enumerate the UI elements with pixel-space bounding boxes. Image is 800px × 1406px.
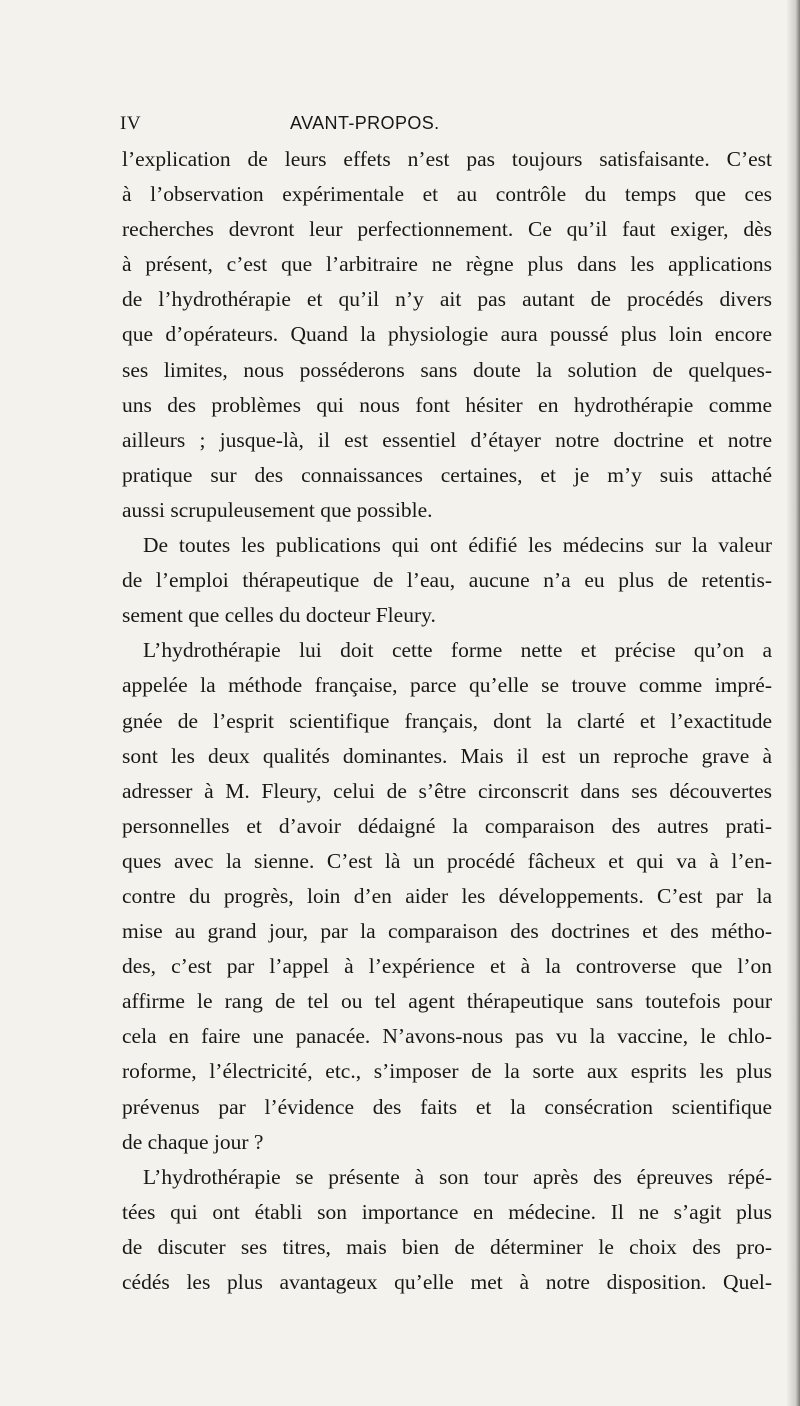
text-line: gnée de l’esprit scientifique français, dont la clarté et l’exactitude [122, 708, 772, 733]
text-line: uns des problèmes qui nous font hésiter en hydrothérapie comme [122, 392, 772, 417]
page-edge-shadow [786, 0, 800, 1406]
text-line: que d’opérateurs. Quand la physiologie aura poussé plus loin encore [122, 322, 772, 347]
text-line: recherches devront leur perfectionnement. Ce qu’il faut exiger, dès [122, 217, 772, 242]
running-head [120, 113, 780, 139]
text-line: tées qui ont établi son importance en médecine. Il ne s’agit plus [122, 1199, 772, 1224]
text-line: aussi scrupuleusement que possible. [122, 497, 433, 522]
text-line: ailleurs ; jusque-là, il est essentiel d’étayer notre doctrine et notre [122, 427, 772, 452]
text-line: sont les deux qualités dominantes. Mais il est un reproche grave à [122, 743, 772, 768]
text-line: De toutes les publications qui ont édifié les médecins sur la valeur [143, 533, 772, 558]
text-line: des, c’est par l’appel à l’expérience et à la controverse que l’on [122, 954, 772, 979]
body-text [122, 142, 772, 1300]
text-line: contre du progrès, loin d’en aider les développements. C’est par la [122, 883, 772, 908]
text-line: mise au grand jour, par la comparaison des doctrines et des métho- [122, 919, 772, 944]
text-line: à l’observation expérimentale et au contrôle du temps que ces [122, 182, 772, 207]
text-line: de l’hydrothérapie et qu’il n’y ait pas autant de procédés divers [122, 287, 772, 312]
text-line: appelée la méthode française, parce qu’elle se trouve comme impré- [122, 673, 772, 698]
chapter-title: AVANT-PROPOS. [290, 113, 440, 133]
text-line: prévenus par l’évidence des faits et la consécration scientifique [122, 1094, 772, 1119]
text-line: adresser à M. Fleury, celui de s’être circonscrit dans ses découvertes [122, 778, 772, 803]
text-line: L’hydrothérapie se présente à son tour après des épreuves répé- [143, 1164, 772, 1189]
text-line: roforme, l’électricité, etc., s’imposer de la sorte aux esprits les plus [122, 1059, 772, 1084]
text-line: cela en faire une panacée. N’avons-nous pas vu la vaccine, le chlo- [122, 1024, 772, 1049]
text-line: cédés les plus avantageux qu’elle met à notre disposition. Quel- [122, 1270, 772, 1294]
text-line: de l’emploi thérapeutique de l’eau, aucune n’a eu plus de retentis- [122, 568, 772, 593]
text-line: ses limites, nous posséderons sans doute la solution de quelques- [122, 357, 772, 382]
text-line: de discuter ses titres, mais bien de déterminer le choix des pro- [122, 1234, 772, 1259]
text-line: affirme le rang de tel ou tel agent thérapeutique sans toutefois pour [122, 989, 772, 1014]
text-line: L’hydrothérapie lui doit cette forme nette et précise qu’on a [143, 638, 772, 663]
text-line: l’explication de leurs effets n’est pas toujours satisfaisante. C’est [122, 147, 772, 171]
page-number: IV [120, 113, 142, 134]
text-line: de chaque jour ? [122, 1129, 264, 1154]
text-line: sement que celles du docteur Fleury. [122, 603, 436, 628]
text-line: pratique sur des connaissances certaines, et je m’y suis attaché [122, 462, 772, 487]
text-line: personnelles et d’avoir dédaigné la comparaison des autres prati- [122, 813, 772, 838]
text-line: à présent, c’est que l’arbitraire ne règne plus dans les applications [122, 252, 772, 277]
text-line: ques avec la sienne. C’est là un procédé fâcheux et qui va à l’en- [122, 848, 772, 873]
